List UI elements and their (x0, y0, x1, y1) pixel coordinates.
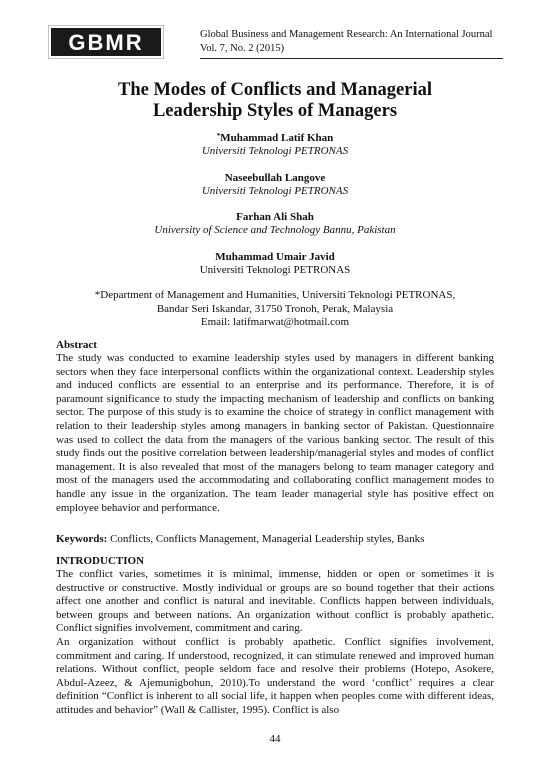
author-email: Email: latifmarwat@hotmail.com (200, 316, 350, 328)
author-1: *Muhammad Latif Khan Universiti Teknologi PETRONAS (40, 132, 510, 158)
page-number: 44 (269, 733, 281, 745)
author-3 (40, 211, 510, 237)
author-name: Naseebullah Langove (224, 172, 326, 184)
gbmr-logo (48, 25, 164, 59)
introduction-paragraph: The conflict varies, sometimes it is minimal, immense, hidden or open or sometimes it is destructive or constructive. Mostly individual or groups are so bound together that their actions affect one another and conflict is natural and inevitable. Conflicts happen between individuals, between groups and between nations. An organization without conflict is probably apathetic. Conflict signifies involvement, commitment and caring. (56, 568, 494, 635)
author-affiliation: University of Science and Technology Bannu, Pakistan (154, 224, 396, 236)
keywords-text: Conflicts, Conflicts Management, Managerial Leadership styles, Banks (110, 533, 425, 545)
author-affiliation: Universiti Teknologi PETRONAS (199, 264, 351, 276)
author-name: Farhan Ali Shah (236, 211, 314, 223)
keywords (56, 533, 496, 545)
introduction-paragraph: An organization without conflict is probably apathetic. Conflict signifies involvement, commitment and caring. If understood, recognized, it can stimulate renewed and improved human relations. Without conflict, people seldom face and resolve their problems (Hotepo, Asokere, Abdul-Azeez, & Ajemunigbohun, 2010).To understand the word ‘conflict’ requires a clear definition “Conflict is inherent to all social life, it happen when peoples come with different ideas, attitudes and behavior” (Wall & Callister, 1995). Conflict is also (56, 636, 494, 716)
author-4 (40, 251, 510, 277)
author-2 (40, 172, 510, 198)
keywords-label: Keywords: (56, 533, 108, 545)
author-name: Muhammad Latif Khan (220, 132, 334, 144)
journal-volume: Vol. 7, No. 2 (2015) (200, 42, 285, 54)
svg-text:GBMR: GBMR (68, 30, 144, 55)
journal-name: Global Business and Management Research: An International Journal (200, 29, 493, 40)
header-rule (200, 58, 503, 59)
correspondence-address: *Department of Management and Humanities, Universiti Teknologi PETRONAS, Bandar Seri Iskandar, 31750 Tronoh, Perak, Malaysia Email: latifmarwat@hotmail.com (40, 289, 510, 330)
author-name: Muhammad Umair Javid (215, 251, 335, 263)
author-affiliation: Universiti Teknologi PETRONAS (201, 185, 349, 197)
introduction-heading: INTRODUCTION (56, 555, 145, 567)
abstract-heading: Abstract (56, 339, 97, 351)
paper-title: The Modes of Conflicts and Managerial Leadership Styles of Managers (118, 80, 432, 121)
abstract-text: The study was conducted to examine leadership styles used by managers in different banking sectors when they face interpersonal conflicts within the organizational context. Leadership styles and induced conflicts are essential to an enterprise and its performance. Therefore, it is of paramount significance to study the impacting mechanism of leadership and conflicts on banking sector. The purpose of this study is to examine the choice of strategy in conflict management with relation to their leadership styles among managers in banking sector of Pakistan. Questionnaire was used to collect the data from the managers of the various banking sector. The result of this study finds out the positive correlation between leadership/managerial styles and modes of conflict management. It is also revealed that most of the managers belong to team manager category and most of the managers used the accommodating and collaborating conflict management modes to handle any issue in the organization. The team leader managerial style has positive effect on employee behavior and performance. (56, 352, 494, 514)
author-affiliation: Universiti Teknologi PETRONAS (201, 145, 349, 157)
journal-header (200, 28, 520, 55)
